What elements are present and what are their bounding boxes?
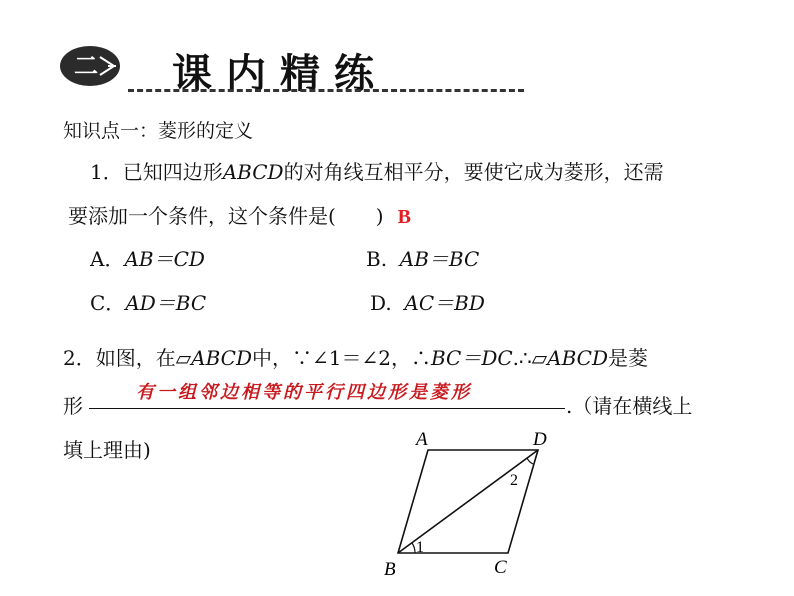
option-c-text: AD＝BC	[125, 291, 207, 315]
q2-line2-pre: 形	[63, 394, 83, 418]
q2-bc-dc: BC＝DC	[430, 346, 513, 370]
angle-1-label: 1	[416, 539, 424, 556]
section-number-icon	[56, 40, 126, 90]
option-a-text: AB＝CD	[124, 247, 205, 271]
option-b-text: AB＝BC	[399, 247, 480, 271]
q2-text-c: .∴▱	[512, 346, 548, 370]
q1-text-mid: 的对角线互相平分，要使它成为菱形，还需	[283, 160, 664, 184]
section-title: 知识点一：菱形的定义	[63, 120, 254, 142]
q1-number: 1．	[90, 160, 123, 184]
q1-line2	[68, 200, 411, 229]
q2-number: 2．	[63, 346, 96, 370]
q2-abcd-1: ABCD	[191, 346, 252, 370]
q1-option-c	[90, 287, 206, 316]
q1-abcd: ABCD	[222, 160, 284, 184]
angle-2-arc	[527, 458, 533, 464]
vertex-d-label: D	[533, 429, 547, 450]
q1-line1	[90, 156, 664, 185]
q1-option-a	[90, 243, 205, 272]
option-d-label: D.	[370, 291, 392, 315]
q2-text-b: 中，∵∠1＝∠2，∴	[251, 346, 431, 370]
q1-answer: B	[397, 206, 411, 228]
vertex-c-label: C	[494, 557, 507, 578]
page-title: 课内精练	[172, 51, 388, 97]
option-c-label: C．	[90, 291, 126, 315]
vertex-a-label: A	[416, 429, 428, 450]
q2-line1	[63, 342, 648, 371]
option-d-text: AC＝BD	[404, 291, 485, 315]
section-number: 二	[74, 52, 98, 80]
angle-1-arc	[412, 543, 415, 553]
parallelogram-figure	[380, 425, 560, 585]
q2-line2-post: .（请在横线上	[566, 394, 693, 418]
q2-text-d: 是菱	[608, 346, 648, 370]
q2-answer-blank	[89, 408, 565, 409]
q1-text-line2: 要添加一个条件，这个条件是( )	[68, 204, 384, 228]
option-a-label: A．	[90, 247, 125, 271]
q2-line3: 填上理由)	[63, 438, 151, 462]
option-b-label: B.	[366, 247, 388, 271]
header-divider	[128, 89, 524, 92]
q2-abcd-2: ABCD	[547, 346, 608, 370]
diagonal-bd	[398, 450, 538, 553]
angle-2-label: 2	[510, 472, 518, 489]
q2-text-a: 如图，在▱	[95, 346, 192, 370]
q1-text-pre: 已知四边形	[122, 160, 223, 184]
q2-handwritten-answer: 有一组邻边相等的平行四边形是菱形	[136, 382, 472, 403]
vertex-b-label: B	[384, 559, 396, 580]
q1-option-b	[366, 243, 479, 272]
q1-option-d	[370, 287, 485, 316]
